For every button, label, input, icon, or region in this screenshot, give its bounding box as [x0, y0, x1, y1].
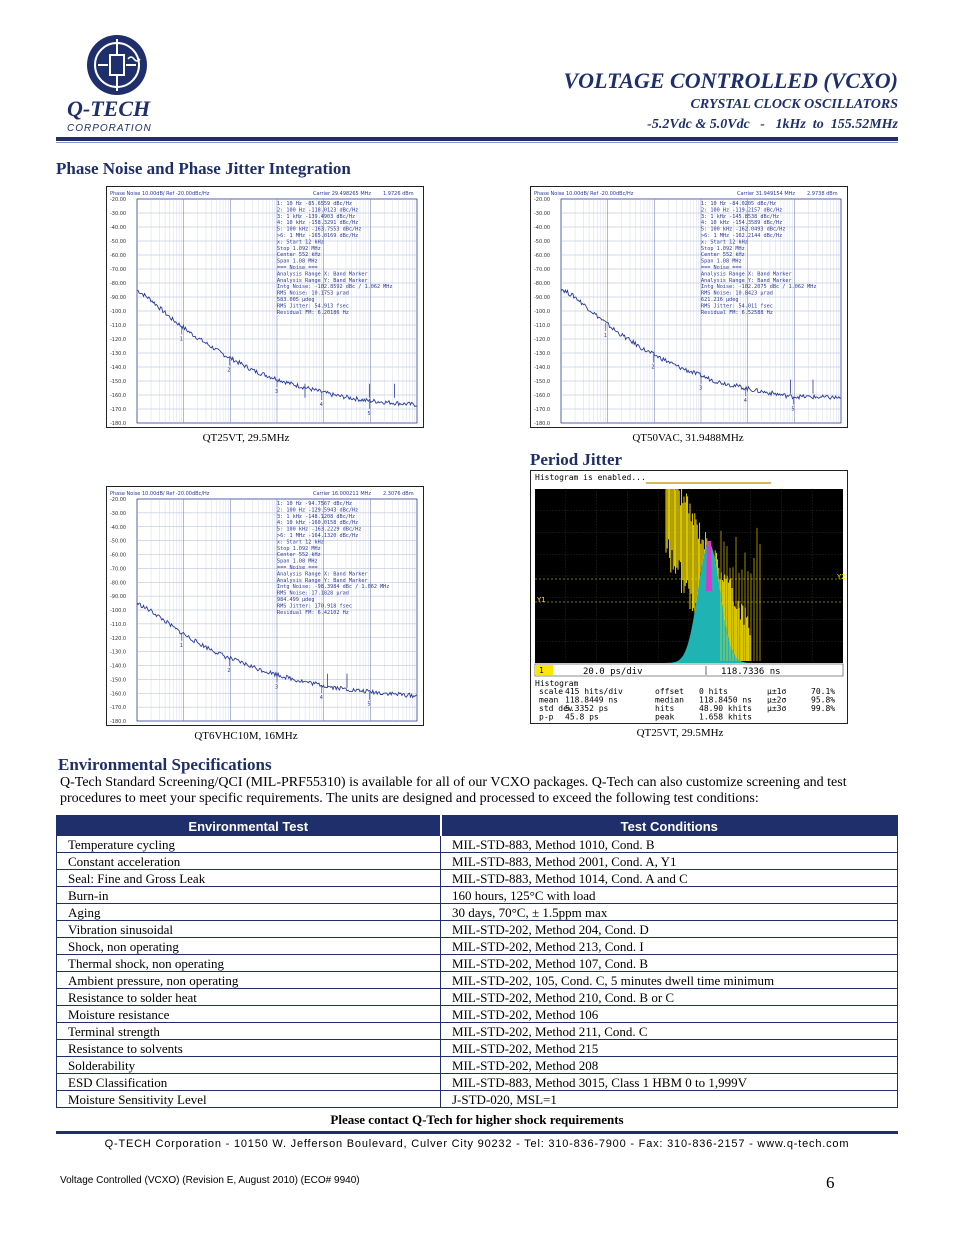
y-tick-label: -20.00: [534, 197, 551, 203]
left-marker-label: Y1: [537, 596, 546, 604]
test-name-cell: ESD Classification: [57, 1074, 441, 1091]
table-row: [57, 1023, 898, 1040]
marker-readout: 2: 100 Hz -119.2157 dBc/Hz: [701, 207, 783, 214]
marker-readout: 5: 100 kHz -163.7553 dBc/Hz: [277, 226, 362, 233]
noise-readout: Center 552 kHz: [701, 252, 745, 259]
plot-title: Phase Noise 10.00dB/ Ref -20.00dBc/Hz: [110, 491, 210, 497]
y-tick-label: -80.00: [534, 281, 551, 287]
noise-readout: Analysis Range Y: Band Marker: [277, 577, 368, 584]
plot-caption: QT6VHC10M, 16MHz: [194, 730, 298, 742]
test-condition-cell: MIL-STD-883, Method 3015, Class 1 HBM 0 to 1,999V: [441, 1074, 898, 1091]
noise-readout: Analysis Range Y: Band Marker: [701, 277, 792, 284]
noise-readout: Stop 1.092 MHz: [277, 545, 321, 552]
histogram-screen: [531, 471, 847, 723]
header-rule: [56, 137, 898, 141]
table-row: [57, 1091, 898, 1108]
marker-number: 5: [791, 406, 795, 413]
level-label: 1.9726 dBm: [383, 191, 414, 197]
y-tick-label: -60.00: [534, 253, 551, 259]
page-number: 6: [826, 1173, 835, 1192]
test-name-cell: Shock, non operating: [57, 938, 441, 955]
right-marker-label: Y2: [837, 573, 846, 581]
environmental-description: Q-Tech Standard Screening/QCI (MIL-PRF55310) is available for all of our VCXO packages. Q-Tech can also customize screening and test procedures to meet your specific requirements. The units are designed and processed to exceed the following test conditions:: [60, 775, 847, 806]
revision-note: Voltage Controlled (VCXO) (Revision E, August 2010) (ECO# 9940): [60, 1175, 360, 1186]
noise-readout: RMS Jitter: 170.918 fsec: [277, 603, 352, 610]
noise-readout: === Noise ===: [277, 565, 318, 571]
histogram-stat: 415 hits/div: [565, 687, 623, 696]
histogram-stat: 118.8450 ns: [699, 695, 752, 705]
histogram-stat: 118.8449 ns: [565, 695, 618, 705]
marker-readout: 5: 100 kHz -163.2229 dBc/Hz: [277, 526, 362, 533]
test-name-cell: Thermal shock, non operating: [57, 955, 441, 972]
y-tick-label: -100.0: [534, 309, 551, 315]
noise-readout: RMS Noise: 17.1828 µrad: [277, 590, 349, 597]
test-condition-cell: MIL-STD-202, Method 211, Cond. C: [441, 1023, 898, 1040]
histogram-stat: 1.658 khits: [699, 712, 752, 722]
test-condition-cell: J-STD-020, MSL=1: [452, 1091, 557, 1107]
marker-readout: 2: 100 Hz -129.5943 dBc/Hz: [277, 507, 359, 514]
plot-caption: QT25VT, 29.5MHz: [636, 727, 724, 739]
marker-readout: 3: 1 kHz -139.4903 dBc/Hz: [277, 213, 356, 220]
marker-number: 1: [179, 642, 183, 649]
histogram-stat: 45.8 ps: [565, 712, 599, 722]
histogram-stat: p-p: [539, 712, 554, 722]
noise-readout: Center 552 kHz: [277, 552, 321, 559]
marker-number: 1: [179, 336, 183, 343]
noise-readout: x: Start 12 kHz: [277, 239, 324, 246]
y-tick-label: -90.00: [110, 594, 127, 601]
y-tick-label: -140.0: [534, 365, 551, 371]
test-condition-cell: MIL-STD-202, Method 106: [441, 1006, 898, 1023]
histogram-stat: 0 hits: [699, 687, 728, 696]
test-condition-cell: MIL-STD-202, Method 204, Cond. D: [441, 921, 898, 938]
y-tick-label: -110.0: [110, 621, 127, 628]
table-row: [57, 836, 898, 853]
table-row: [57, 1057, 898, 1074]
plot-caption: QT25VT, 29.5MHz: [202, 432, 290, 444]
y-tick-label: -170.0: [110, 705, 127, 712]
carrier-label: Carrier 16.000211 MHz: [313, 491, 372, 497]
test-name-cell: Constant acceleration: [57, 853, 441, 870]
noise-readout: Intg Noise: -98.3984 dBc / 1.062 MHz: [277, 584, 390, 591]
y-tick-label: -50.00: [534, 239, 551, 245]
test-name-cell: Terminal strength: [57, 1023, 441, 1040]
noise-readout: 621.216 µdeg: [701, 297, 739, 303]
noise-readout: Residual FM: 6.42102 Hz: [277, 609, 349, 616]
test-condition-cell: MIL-STD-202, Method 213, Cond. I: [441, 938, 898, 955]
page-title: VOLTAGE CONTROLLED (VCXO): [563, 68, 898, 93]
y-tick-label: -90.00: [110, 295, 127, 301]
marker-readout: >6: 1 MHz -165.0169 dBc/Hz: [277, 233, 359, 239]
noise-readout: RMS Jitter: 54.913 fsec: [277, 303, 349, 310]
test-name-cell: Burn-in: [57, 887, 441, 904]
scale-label: 20.0 ps/div: [583, 667, 643, 677]
marker-readout: 1: 10 Hz -84.0205 dBc/Hz: [701, 201, 776, 207]
y-tick-label: -20.00: [110, 197, 127, 203]
marker-readout: 5: 100 kHz -162.0493 dBc/Hz: [701, 226, 786, 233]
marker-number: 4: [743, 398, 747, 405]
q-tech-logo: [62, 33, 172, 135]
noise-readout: Analysis Range X: Band Marker: [277, 271, 368, 278]
y-tick-label: -160.0: [110, 393, 127, 399]
marker-number: 2: [227, 668, 231, 675]
histogram-status-text: Histogram is enabled...: [535, 473, 646, 482]
marker-number: 4: [319, 402, 323, 409]
histogram-stat: µ±3σ: [767, 704, 787, 713]
y-tick-label: -160.0: [110, 691, 127, 698]
phase-noise-plot: [106, 186, 424, 428]
marker-readout: 3: 1 kHz -148.1208 dBc/Hz: [277, 513, 356, 520]
noise-readout: RMS Jitter: 54.011 fsec: [701, 303, 773, 310]
column-header: Test Conditions: [441, 816, 898, 837]
y-tick-label: -30.00: [534, 211, 551, 217]
y-tick-label: -30.00: [110, 211, 127, 217]
y-tick-label: -180.0: [534, 421, 551, 427]
marker-number: 3: [275, 388, 279, 395]
y-tick-label: -20.00: [110, 497, 127, 503]
marker-readout: 4: 10 kHz -154.3589 dBc/Hz: [701, 220, 783, 227]
test-condition-cell: MIL-STD-883, Method 2001, Cond. A, Y1: [441, 853, 898, 870]
table-row: [57, 1074, 898, 1091]
noise-readout: === Noise ===: [277, 265, 318, 271]
y-tick-label: -150.0: [534, 379, 551, 385]
table-row: [57, 870, 898, 887]
environmental-table: [56, 815, 898, 1108]
phase-noise-chart: [107, 487, 423, 725]
noise-readout: 583.005 µdeg: [277, 297, 315, 303]
y-tick-label: -100.0: [110, 309, 127, 315]
y-tick-label: -50.00: [110, 239, 127, 245]
test-name-cell: Resistance to solvents: [57, 1040, 441, 1057]
stats-title: Histogram: [535, 679, 579, 688]
table-row: [57, 921, 898, 938]
footer-address: Q-TECH Corporation - 10150 W. Jefferson Boulevard, Culver City 90232 - Tel: 310-836-7900 - Fax: 310-836-2157 - www.q-tech.com: [104, 1138, 850, 1150]
test-condition-cell: MIL-STD-202, 105, Cond. C, 5 minutes dwell time minimum: [441, 972, 898, 989]
noise-readout: === Noise ===: [701, 265, 742, 271]
test-condition-cell: MIL-STD-202, Method 208: [441, 1057, 898, 1074]
time-label: 118.7336 ns: [721, 667, 781, 677]
test-name-cell: Seal: Fine and Gross Leak: [57, 870, 441, 887]
table-row: [57, 1040, 898, 1057]
noise-readout: Center 552 kHz: [277, 252, 321, 259]
y-tick-label: -140.0: [110, 365, 127, 371]
y-tick-label: -110.0: [534, 323, 551, 329]
table-row: [57, 853, 898, 870]
y-tick-label: -60.00: [110, 552, 127, 559]
marker-number: 4: [319, 695, 323, 702]
marker-number: 3: [275, 684, 279, 691]
test-condition-cell: MIL-STD-202, Method 210, Cond. B or C: [441, 989, 898, 1006]
page-subtitle-range: -5.2Vdc & 5.0Vdc - 1kHz to 155.52MHz: [647, 117, 898, 132]
marker-readout: 4: 10 kHz -160.0158 dBc/Hz: [277, 520, 359, 527]
marker-number: 2: [227, 367, 231, 374]
y-tick-label: -80.00: [110, 580, 127, 587]
y-tick-label: -40.00: [110, 225, 127, 231]
carrier-label: Carrier 31.949154 MHz: [737, 191, 796, 197]
channel-indicator: [535, 665, 553, 675]
table-row: [57, 955, 898, 972]
histogram-stat: 99.8%: [811, 704, 836, 713]
level-label: 2.9738 dBm: [807, 191, 838, 197]
noise-readout: Residual FM: 6.20186 Hz: [277, 309, 349, 316]
phase-noise-chart: [107, 187, 423, 427]
footer-rule: [56, 1131, 898, 1134]
test-name-cell: Ambient pressure, non operating: [57, 972, 441, 989]
test-name-cell: Temperature cycling: [57, 836, 441, 853]
noise-readout: Stop 1.092 MHz: [277, 245, 321, 252]
page-subtitle: CRYSTAL CLOCK OSCILLATORS: [690, 97, 898, 112]
table-row: [57, 989, 898, 1006]
histogram-stat: 5.3352 ps: [565, 704, 609, 713]
noise-readout: Analysis Range X: Band Marker: [701, 271, 792, 278]
y-tick-label: -70.00: [110, 267, 127, 273]
logo-sub: CORPORATION: [67, 123, 152, 134]
y-tick-label: -30.00: [110, 510, 127, 517]
y-tick-label: -130.0: [534, 351, 551, 357]
table-row: [57, 938, 898, 955]
y-tick-label: -160.0: [534, 393, 551, 399]
histogram-stat: scale: [539, 687, 564, 696]
noise-readout: RMS Noise: 10.1753 µrad: [277, 290, 349, 297]
test-condition-cell: 30 days, 70°C, ± 1.5ppm max: [441, 904, 898, 921]
noise-readout: 984.499 µdeg: [277, 597, 315, 603]
table-row: [57, 1006, 898, 1023]
marker-readout: 3: 1 kHz -145.8538 dBc/Hz: [701, 213, 780, 220]
header-rule-thin: [56, 142, 898, 143]
marker-number: 2: [651, 364, 655, 371]
noise-readout: Span 1.08 MHz: [701, 258, 742, 265]
marker-number: 3: [699, 385, 703, 392]
y-tick-label: -150.0: [110, 677, 127, 684]
test-condition-cell: 160 hours, 125°C with load: [441, 887, 898, 904]
y-tick-label: -110.0: [110, 323, 127, 329]
histogram-stat: std dev: [539, 704, 573, 713]
section-title-phase-noise: Phase Noise and Phase Jitter Integration: [56, 159, 351, 178]
column-header: Environmental Test: [57, 816, 441, 837]
marker-number: 5: [367, 701, 371, 708]
phase-noise-plot: [106, 486, 424, 726]
y-tick-label: -90.00: [534, 295, 551, 301]
y-tick-label: -120.0: [110, 337, 127, 343]
noise-readout: x: Start 12 kHz: [701, 239, 748, 246]
shock-contact-note: Please contact Q-Tech for higher shock requirements: [330, 1112, 624, 1127]
channel-label: 1: [539, 666, 544, 675]
test-name-cell: Vibration sinusoidal: [57, 921, 441, 938]
noise-readout: Residual FM: 6.52588 Hz: [701, 309, 773, 316]
y-tick-label: -120.0: [110, 635, 127, 642]
test-condition-cell: MIL-STD-202, Method 107, Cond. B: [441, 955, 898, 972]
table-row: [57, 887, 898, 904]
y-tick-label: -130.0: [110, 351, 127, 357]
y-tick-label: -50.00: [110, 538, 127, 545]
histogram-stat: median: [655, 695, 684, 705]
noise-readout: Analysis Range Y: Band Marker: [277, 277, 368, 284]
marker-readout: >6: 1 MHz -164.1320 dBc/Hz: [277, 533, 359, 539]
test-condition-cell: MIL-STD-883, Method 1010, Cond. B: [441, 836, 898, 853]
plot-title: Phase Noise 10.00dB/ Ref -20.00dBc/Hz: [534, 191, 634, 197]
histogram-stat: 95.8%: [811, 695, 836, 705]
noise-readout: Intg Noise: -102.2075 dBc / 1.062 MHz: [701, 284, 817, 291]
section-title-period-jitter: Period Jitter: [530, 450, 623, 469]
noise-readout: RMS Noise: 10.8423 µrad: [701, 290, 773, 297]
y-tick-label: -70.00: [110, 566, 127, 573]
test-condition-cell: MIL-STD-883, Method 1014, Cond. A and C: [441, 870, 898, 887]
test-name-cell: Solderability: [57, 1057, 441, 1074]
noise-readout: Stop 1.092 MHz: [701, 245, 745, 252]
y-tick-label: -80.00: [110, 281, 127, 287]
logo-brand: Q-TECH: [67, 96, 151, 121]
period-jitter-histogram: [530, 470, 848, 724]
test-name-cell: Aging: [57, 904, 441, 921]
level-label: 2.3076 dBm: [383, 491, 414, 497]
histogram-stat: µ±1σ: [767, 687, 787, 696]
histogram-stat: µ±2σ: [767, 695, 787, 705]
histogram-stat: offset: [655, 687, 684, 696]
y-tick-label: -140.0: [110, 663, 127, 670]
y-tick-label: -70.00: [534, 267, 551, 273]
noise-readout: Span 1.08 MHz: [277, 258, 318, 265]
y-tick-label: -130.0: [110, 649, 127, 656]
noise-readout: Analysis Range X: Band Marker: [277, 571, 368, 578]
phase-noise-chart: [531, 187, 847, 427]
y-tick-label: -40.00: [534, 225, 551, 231]
plot-title: Phase Noise 10.00dB/ Ref -20.00dBc/Hz: [110, 191, 210, 197]
test-name-cell: Resistance to solder heat: [57, 989, 441, 1006]
marker-number: 5: [367, 410, 371, 417]
y-tick-label: -150.0: [110, 379, 127, 385]
y-tick-label: -170.0: [110, 407, 127, 413]
table-row: [57, 972, 898, 989]
marker-readout: 4: 10 kHz -158.3291 dBc/Hz: [277, 220, 359, 227]
y-tick-label: -120.0: [534, 337, 551, 343]
marker-readout: 2: 100 Hz -118.0123 dBc/Hz: [277, 207, 359, 214]
histogram-stat: hits: [655, 704, 675, 713]
y-tick-label: -170.0: [534, 407, 551, 413]
histogram-stat: 70.1%: [811, 687, 836, 696]
test-condition-cell: MIL-STD-202, Method 215: [441, 1040, 898, 1057]
y-tick-label: -100.0: [110, 608, 127, 614]
y-tick-label: -40.00: [110, 524, 127, 531]
test-name-cell: Moisture Sensitivity Level: [57, 1091, 441, 1108]
plot-caption: QT50VAC, 31.9488MHz: [632, 432, 744, 444]
marker-readout: >6: 1 MHz -162.2144 dBc/Hz: [701, 233, 783, 239]
section-title-environmental: Environmental Specifications: [58, 755, 272, 774]
test-name-cell: Moisture resistance: [57, 1006, 441, 1023]
phase-noise-plot: [530, 186, 848, 428]
y-tick-label: -180.0: [110, 719, 127, 725]
carrier-label: Carrier 29.498265 MHz: [313, 191, 372, 197]
marker-readout: 1: 10 Hz -94.7567 dBc/Hz: [277, 501, 352, 507]
histogram-stat: 48.90 khits: [699, 704, 752, 713]
table-row: [57, 904, 898, 921]
noise-readout: x: Start 12 kHz: [277, 539, 324, 546]
histogram-stat: peak: [655, 712, 675, 722]
marker-number: 1: [603, 332, 607, 339]
y-tick-label: -60.00: [110, 253, 127, 259]
histogram-stat: mean: [539, 695, 559, 705]
noise-readout: Intg Noise: -102.8592 dBc / 1.062 MHz: [277, 284, 393, 291]
y-tick-label: -180.0: [110, 421, 127, 427]
noise-readout: Span 1.08 MHz: [277, 558, 318, 565]
marker-readout: 1: 10 Hz -85.6559 dBc/Hz: [277, 201, 352, 207]
